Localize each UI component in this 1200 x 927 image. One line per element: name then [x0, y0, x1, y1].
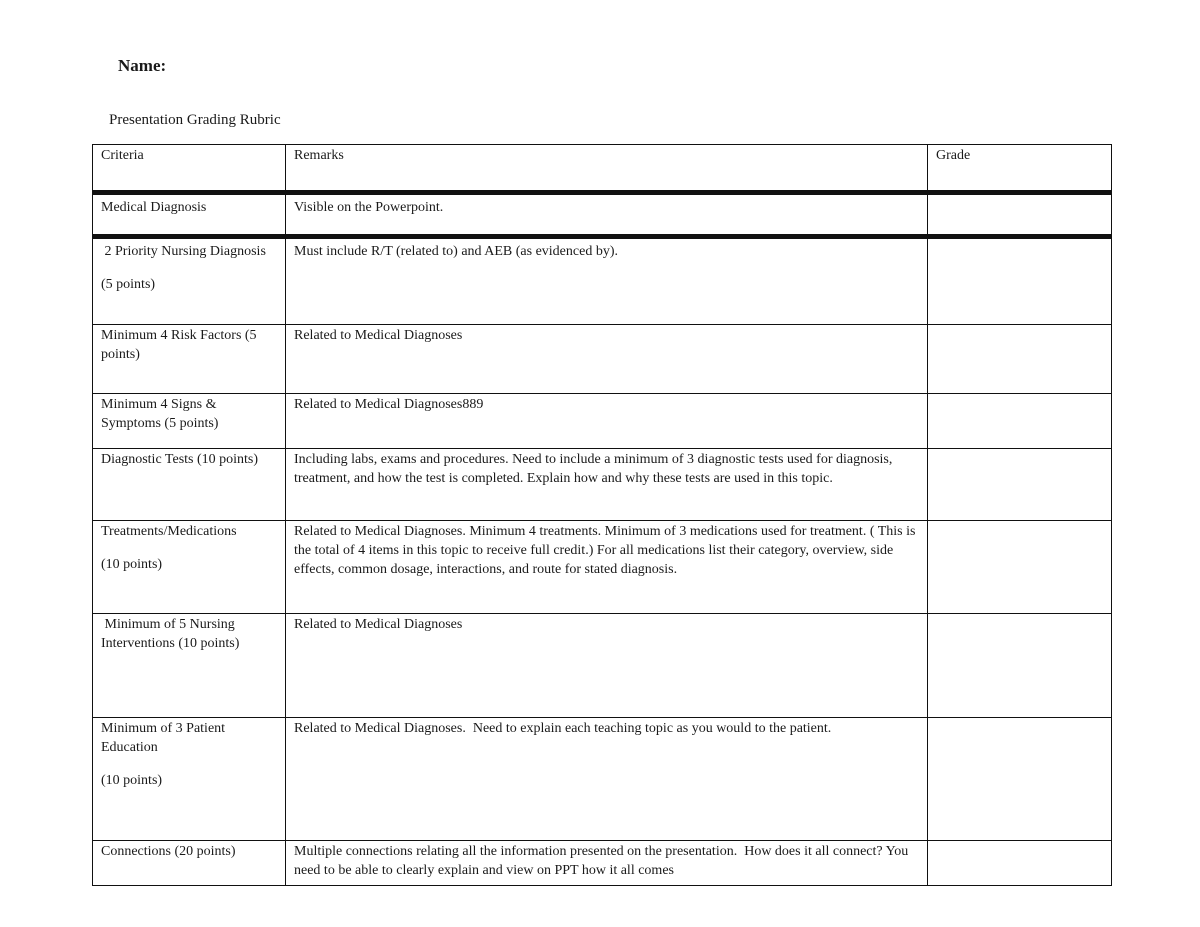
document-title: Presentation Grading Rubric	[109, 112, 281, 128]
grade-cell[interactable]	[928, 325, 1112, 394]
table-header-row	[93, 145, 1112, 193]
remarks-cell: Including labs, exams and procedures. Need to include a minimum of 3 diagnostic tests used for diagnosis, treatment, and how the test is completed. Explain how and why these tests are used in this topic.	[286, 449, 928, 521]
criteria-cell	[93, 325, 286, 394]
table-row	[93, 449, 1112, 521]
criteria-cell	[93, 193, 286, 237]
criteria-text: Diagnostic Tests (10 points)	[101, 452, 259, 467]
table-row	[93, 394, 1112, 449]
grade-cell[interactable]	[928, 614, 1112, 718]
remarks-cell: Related to Medical Diagnoses. Need to explain each teaching topic as you would to the patient.	[286, 718, 928, 841]
remarks-cell: Related to Medical Diagnoses889	[286, 394, 928, 449]
table-row	[93, 521, 1112, 614]
criteria-cell	[93, 614, 286, 718]
criteria-cell	[93, 237, 286, 325]
remarks-cell: Related to Medical Diagnoses	[286, 325, 928, 394]
criteria-text: Treatments/Medications	[101, 524, 237, 539]
grade-cell[interactable]	[928, 841, 1112, 886]
criteria-points: (10 points)	[101, 773, 163, 788]
column-header-criteria: Criteria	[93, 145, 286, 193]
criteria-text: 2 Priority Nursing Diagnosis	[101, 244, 266, 259]
criteria-cell	[93, 718, 286, 841]
criteria-text: Medical Diagnosis	[101, 200, 207, 215]
grade-cell[interactable]	[928, 718, 1112, 841]
criteria-text: Minimum 4 Signs & Symptoms (5 points)	[101, 397, 219, 431]
table-row	[93, 614, 1112, 718]
remarks-cell: Visible on the Powerpoint.	[286, 193, 928, 237]
grade-cell[interactable]	[928, 521, 1112, 614]
criteria-cell	[93, 449, 286, 521]
column-header-grade: Grade	[928, 145, 1112, 193]
criteria-text: Minimum of 3 Patient Education	[101, 721, 226, 755]
criteria-points: (10 points)	[101, 557, 163, 572]
criteria-cell	[93, 394, 286, 449]
criteria-text: Minimum 4 Risk Factors (5 points)	[101, 328, 257, 362]
grade-cell[interactable]	[928, 449, 1112, 521]
criteria-text: Minimum of 5 Nursing Interventions (10 points)	[101, 617, 240, 651]
criteria-cell	[93, 841, 286, 886]
grade-cell[interactable]	[928, 394, 1112, 449]
table-row	[93, 325, 1112, 394]
name-label: Name:	[118, 56, 167, 75]
criteria-cell	[93, 521, 286, 614]
remarks-cell: Related to Medical Diagnoses	[286, 614, 928, 718]
grade-cell[interactable]	[928, 237, 1112, 325]
criteria-text: Connections (20 points)	[101, 844, 236, 859]
table-row	[93, 193, 1112, 237]
grading-rubric-table	[92, 144, 1112, 886]
grade-cell[interactable]	[928, 193, 1112, 237]
criteria-points: (5 points)	[101, 277, 156, 292]
table-row	[93, 237, 1112, 325]
column-header-remarks: Remarks	[286, 145, 928, 193]
remarks-cell: Related to Medical Diagnoses. Minimum 4 treatments. Minimum of 3 medications used for treatment. ( This is the total of 4 items in this topic to receive full credit.) For all medications list their category, overview, side effects, common dosage, interactions, and route for stated diagnosis.	[286, 521, 928, 614]
remarks-cell: Multiple connections relating all the information presented on the presentation. How does it all connect? You need to be able to clearly explain and view on PPT how it all comes	[286, 841, 928, 886]
remarks-cell: Must include R/T (related to) and AEB (as evidenced by).	[286, 237, 928, 325]
table-row	[93, 718, 1112, 841]
table-row	[93, 841, 1112, 886]
